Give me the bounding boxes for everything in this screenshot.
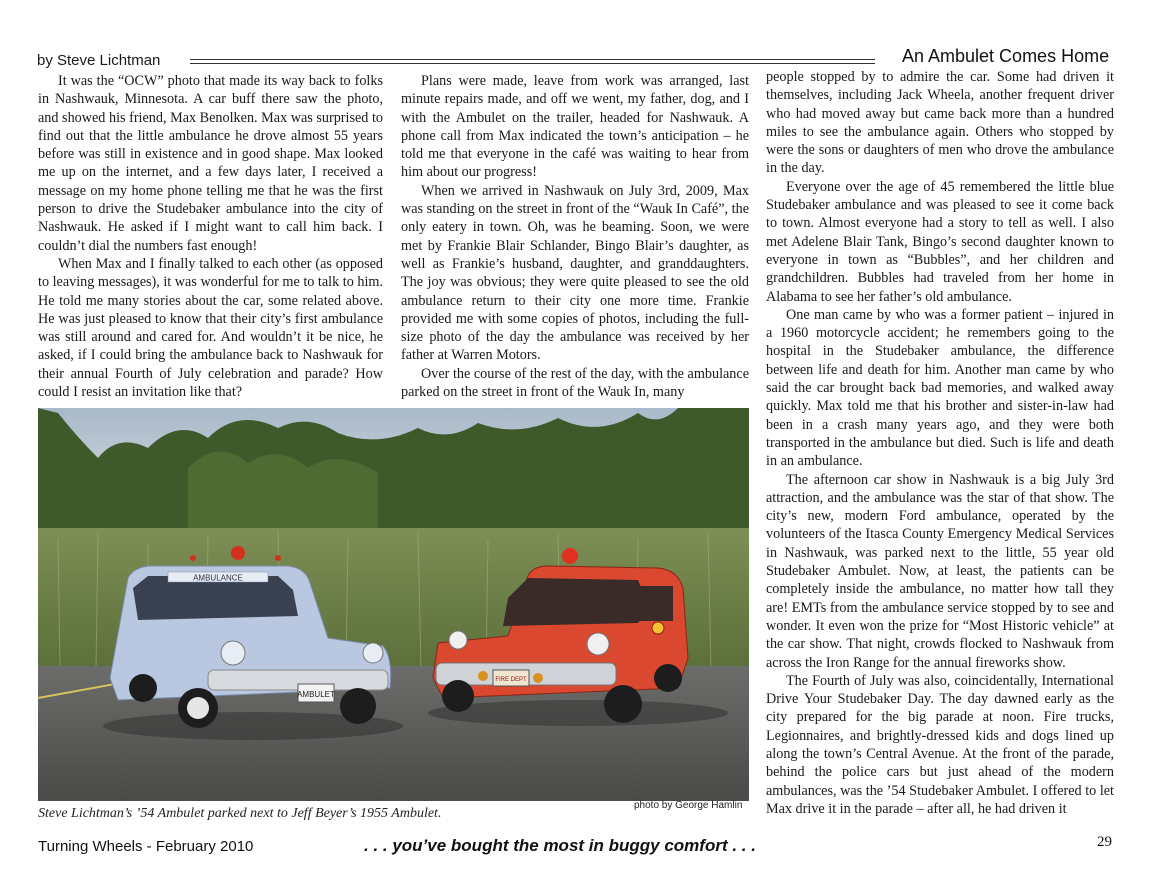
publication-info: Turning Wheels - February 2010	[38, 838, 254, 855]
paragraph: Everyone over the age of 45 remembered the little blue Studebaker ambulance and was pleased to see it come back to town. Almost everyone had a story to tell as well. I also met Adelene Blair Tank, Bingo’s second daughter known to everyone in town as “Bubbles”, and her children and grandchildren. Bubbles had traveled from her home in Alabama to see her father’s old ambulance.	[766, 178, 1114, 305]
license-plate-right: FIRE DEPT	[495, 677, 527, 683]
paragraph: The afternoon car show in Nashwauk is a big July 3rd attraction, and the ambulance was the star of that show. The city’s new, modern Ford ambulance, operated by the volunteers of the Itasca County Emergency Medical Services in Nashwauk, was parked next to the little, 55 year old Studebaker Ambulet. Now, at least, the patients can be completely inside the ambulance, no matter how tall they are! EMTs from the ambulance service stopped by to see and wonder. It even won the prize for “Most Historic vehicle” at the car show. That night, crowds flocked to Nashwauk from across the Iron Range for the annual fireworks show.	[766, 471, 1114, 671]
paragraph: One man came by who was a former patient – injured in a 1960 motorcycle accident; he remembers going to the hospital in the Studebaker ambulance, the difference between life and death for him. Another man came by who said the car brought back bad memories, and walked away quickly. Max told me that his brother and sister-in-law had been in a crash many years ago, and they were both transported in the ambulance but died. Such is life and death in an ambulance.	[766, 306, 1114, 470]
byline: by Steve Lichtman	[37, 52, 161, 69]
photo-caption: Steve Lichtman’s ’54 Ambulet parked next to Jeff Beyer’s 1955 Ambulet.	[38, 806, 442, 821]
paragraph: Plans were made, leave from work was arranged, last minute repairs made, and off we went, my father, dog, and I with the Ambulet on the trailer, headed for Nashwauk. A phone call from Max indicated the town’s anticipation – he told me that everyone in the café was waiting to hear from him about our progress!	[401, 73, 749, 181]
article-title: An Ambulet Comes Home	[902, 46, 1110, 66]
footer-slogan: . . . you’ve bought the most in buggy comfort . . .	[364, 836, 756, 855]
paragraph: It was the “OCW” photo that made its way back to folks in Nashwauk, Minnesota. A car buff there saw the photo, and showed his friend, Max Benolken. Max was surprised to find out that the little ambulance he drove almost 55 years before was still in existence and in good shape. Max looked me up on the internet, and a few days later, I received a message on my home phone telling me that he was the first person to drive the Studebaker ambulance into the city of Nashwauk. He asked if I might want to call him back. I couldn’t dial the numbers fast enough!	[38, 73, 383, 254]
cars-photo	[38, 408, 749, 801]
photo-illustration	[38, 408, 749, 801]
text-column-2	[401, 72, 749, 401]
paragraph: The Fourth of July was also, coincidentally, International Drive Your Studebaker Day. The day dawned early as the city prepared for the big parade at noon. Fire trucks, Legionnaires, and brightly-dressed kids and dogs lined up along the town’s Central Avenue. At the front of the parade, behind the police cars but just ahead of the modern ambulances, was the ’54 Studebaker Ambulet. I offered to let Max drive it in the parade – after all, he had driven it	[766, 672, 1114, 817]
paragraph-continued: people stopped by to admire the car. Some had driven it themselves, including Jack Wheela, another frequent driver who had moved away but came back more than a hundred miles to see the ambulance again. Others who stopped by were the sons or daughters of men who drove the ambulance in the day.	[766, 69, 1114, 177]
header-rule	[190, 59, 875, 64]
paragraph: When we arrived in Nashwauk on July 3rd, 2009, Max was standing on the street in front of the “Wauk In Café”, the only eatery in town. Oh, was he beaming. Soon, we were met by Frankie Blair Schlander, Bingo Blair’s daughter, as well as Frankie’s husband, daughter, and granddaughters. The joy was obvious; they were quite pleased to see the old ambulance return to their city one more time. Frankie provided me with some copies of photos, including the full-size photo of the day the ambulance was received by her father at Warren Motors.	[401, 182, 749, 364]
roof-sign-text: AMBULANCE	[193, 573, 243, 583]
photo-credit: photo by George Hamlin	[634, 800, 743, 811]
text-column-1	[38, 72, 383, 401]
text-column-3	[766, 68, 1114, 818]
page-number: 29	[1097, 834, 1112, 850]
license-plate-left: AMBULET	[297, 690, 335, 699]
paragraph: When Max and I finally talked to each other (as opposed to leaving messages), it was wonderful for me to talk to him. He told me many stories about the car, some related above. He was just pleased to know that their city’s first ambulance was still around and cared for. And wouldn’t it be nice, he asked, if I could bring the ambulance back to Nashwauk for their annual Fourth of July celebration and parade? How could I resist an invitation like that?	[38, 255, 383, 401]
paragraph: Over the course of the rest of the day, with the ambulance parked on the street in front of the Wauk In, many	[401, 365, 749, 401]
